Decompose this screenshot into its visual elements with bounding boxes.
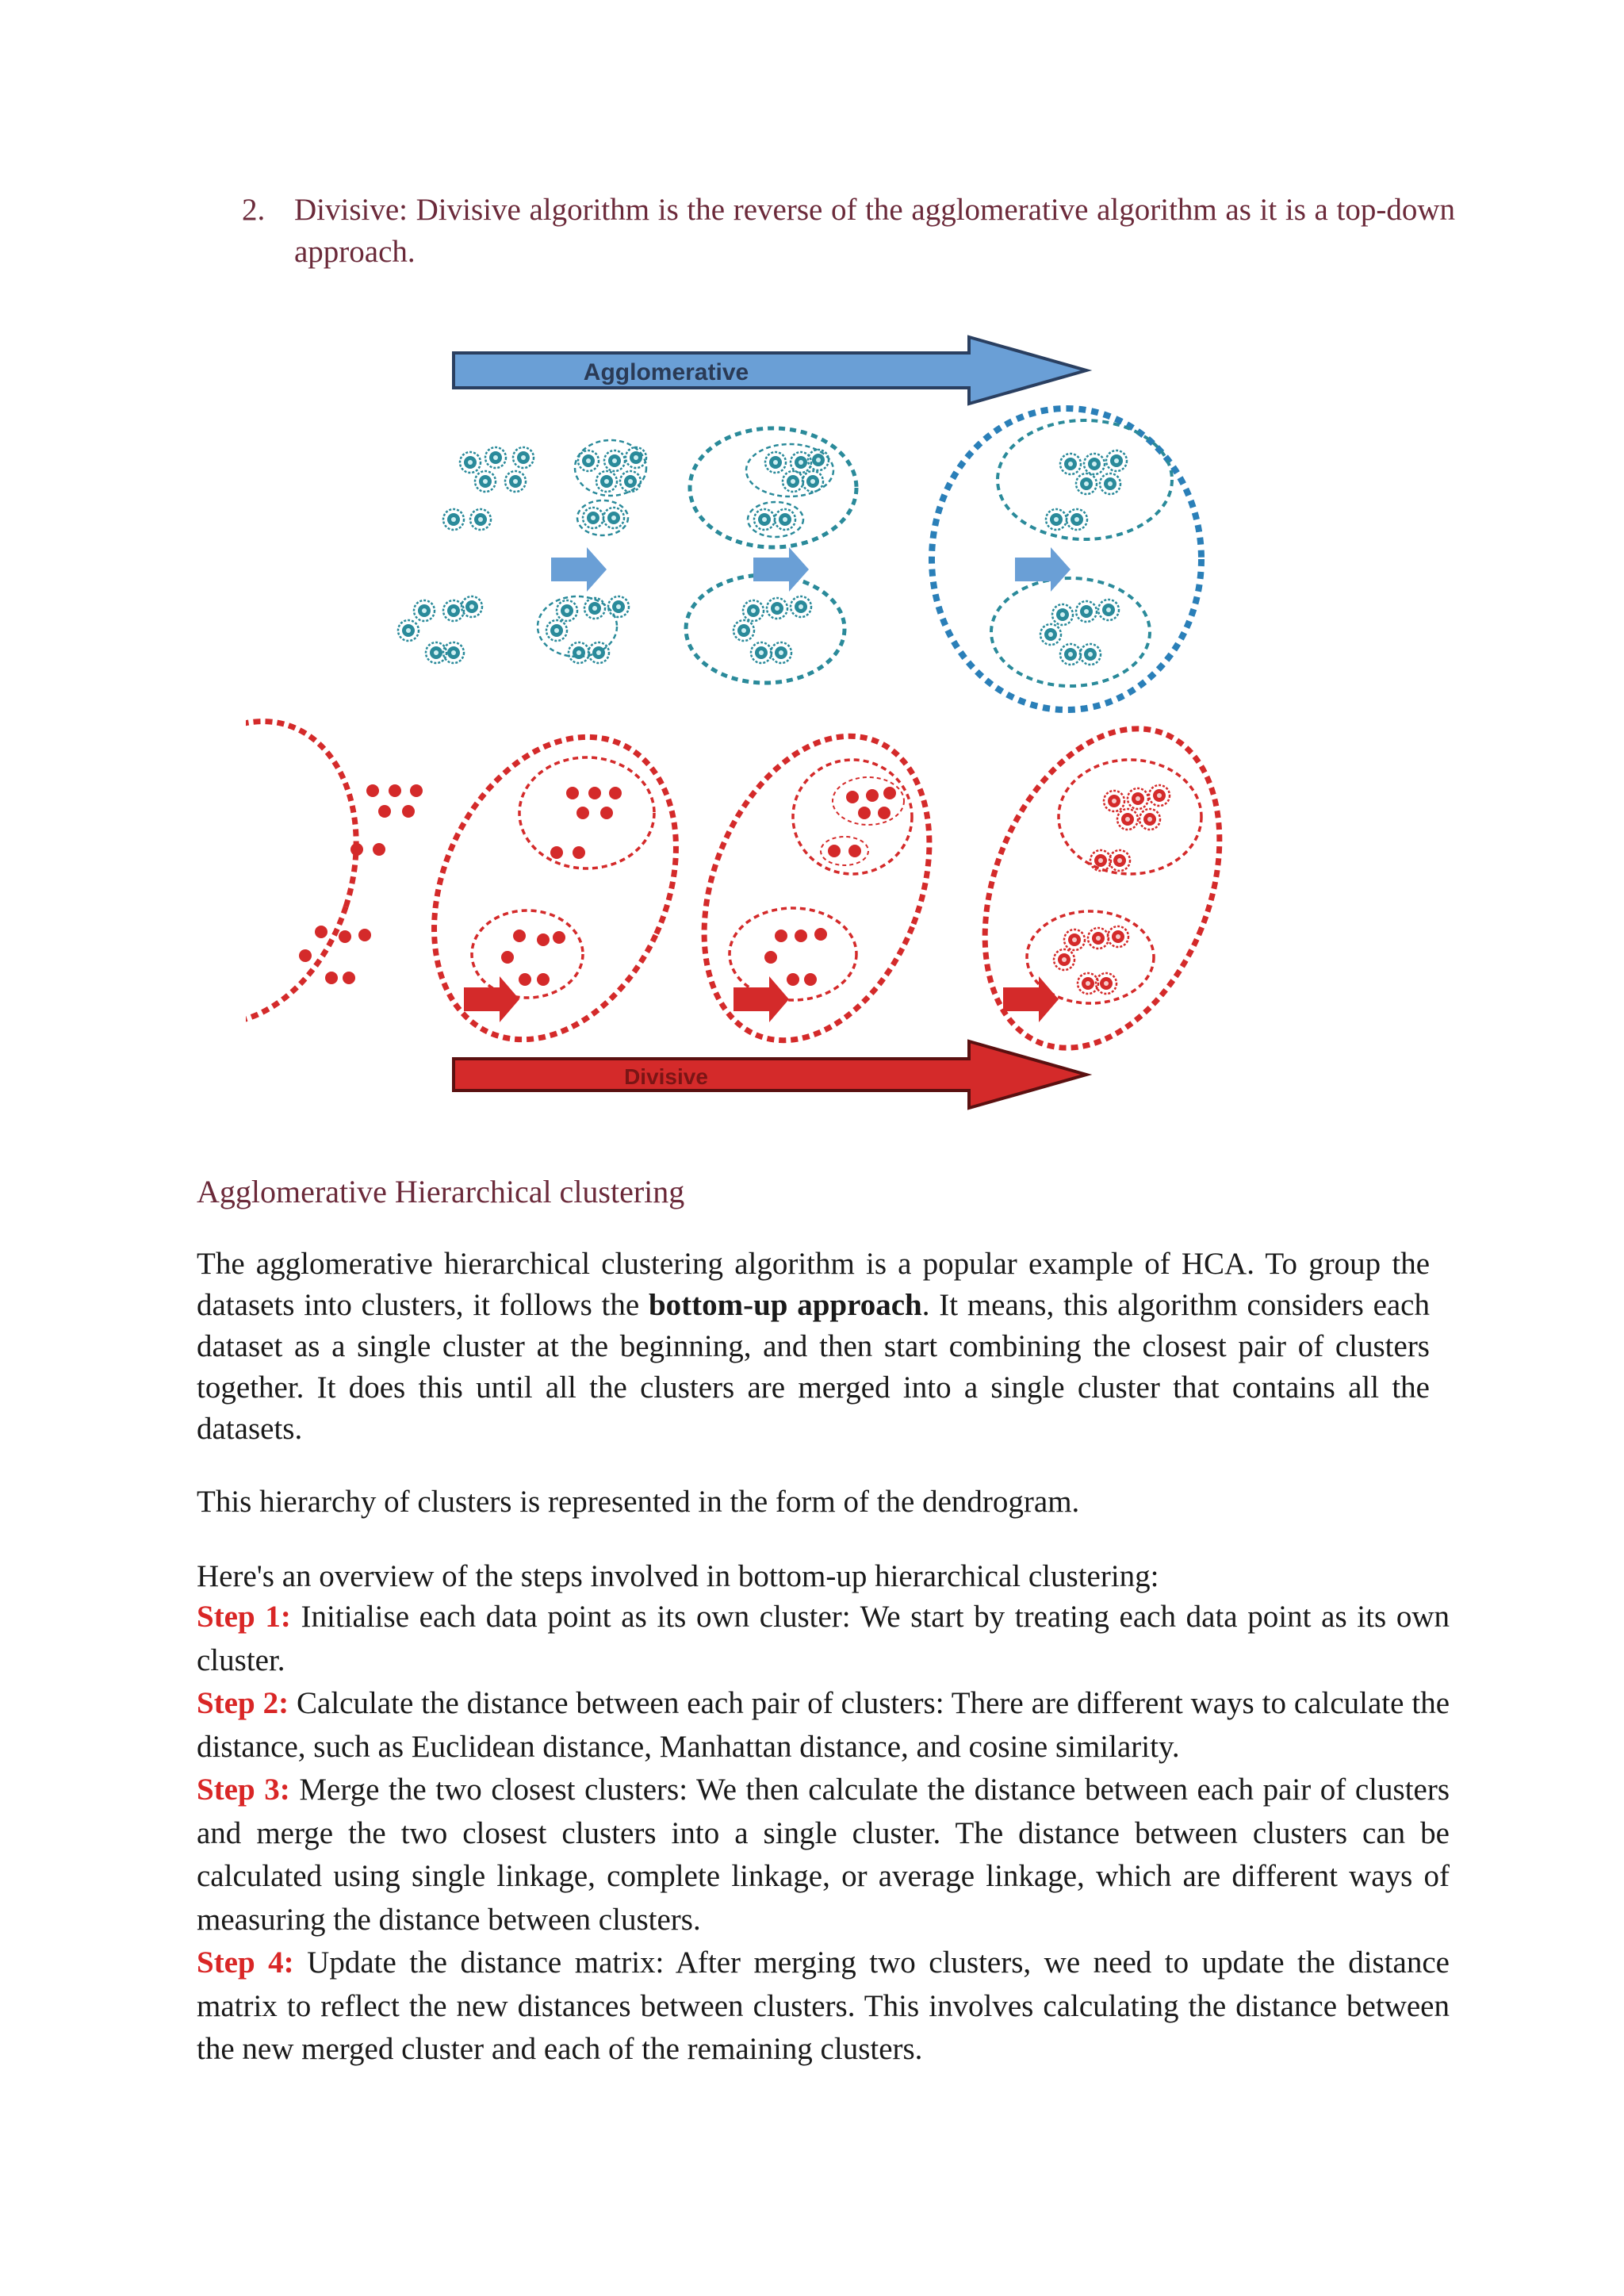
step-1: [197, 1596, 1450, 1682]
agglomerative-arrow: [454, 337, 1086, 404]
divisive-stage-1: [246, 691, 423, 1053]
step-text: Calculate the distance between each pair of clusters: There are different ways to calculate the distance, such as Euclidean distance, Manhattan distance, and cosine similarity.: [197, 1686, 1450, 1764]
intro-paragraph: [197, 1244, 1430, 1450]
divisive-stage-3: [662, 703, 972, 1074]
steps-intro: Here's an overview of the steps involved in bottom-up hierarchical clustering:: [197, 1559, 1159, 1593]
step-label: Step 1:: [197, 1600, 291, 1634]
step-label: Step 3:: [197, 1773, 290, 1807]
divisive-stage-4: [940, 694, 1264, 1083]
agglomerative-stage-1: [398, 447, 534, 663]
dendrogram-paragraph: This hierarchy of clusters is represented in the form of the dendrogram.: [197, 1485, 1080, 1519]
divisive-arrow: [454, 1041, 1086, 1108]
divisive-stage-2: [388, 698, 723, 1079]
divisive-label: Divisive: [624, 1064, 708, 1089]
list-text: Divisive: Divisive algorithm is the reverse of the agglomerative algorithm as it is a top-down approach.: [294, 193, 1455, 269]
divisive-step-arrows: [464, 976, 1059, 1022]
hierarchical-clustering-figure: [246, 305, 1411, 1138]
step-label: Step 4:: [197, 1945, 294, 1980]
section-heading: Agglomerative Hierarchical clustering: [197, 1174, 685, 1209]
agglomerative-step-arrows: [551, 547, 1071, 592]
step-text: Merge the two closest clusters: We then calculate the distance between each pair of clusters and merge the two closest clusters into a single cluster. The distance between clusters can be calculated using single linkage, complete linkage, or average linkage, which are different ways of measuring the distance between clusters.: [197, 1773, 1450, 1937]
step-text: Update the distance matrix: After merging two clusters, we need to update the distance matrix to reflect the new distances between clusters. This involves calculating the distance between the new merged cluster and each of the remaining clusters.: [197, 1945, 1450, 2066]
intro-text-before: The agglomerative hierarchical clustering algorithm is a popular example of HCA. To group the datasets into clusters, it follows the: [197, 1247, 1430, 1322]
agglomerative-label: Agglomerative: [583, 359, 749, 385]
steps-list: [197, 1596, 1450, 2072]
step-4: [197, 1941, 1450, 2072]
step-text: Initialise each data point as its own cluster: We start by treating each data point as its own cluster.: [197, 1600, 1450, 1677]
agglomerative-stage-3: [686, 428, 856, 683]
list-number: 2.: [242, 193, 266, 227]
agglomerative-stage-2: [538, 440, 646, 663]
intro-text-after: . It means, this algorithm considers each dataset as a single cluster at the beginning, and then start combining the closest pair of clusters together. It does this until all the clusters are merged into a single cluster that contains all the datasets.: [197, 1288, 1430, 1446]
bottom-up-emphasis: bottom-up approach: [648, 1288, 922, 1322]
step-2: [197, 1682, 1450, 1769]
step-label: Step 2:: [197, 1686, 289, 1720]
step-3: [197, 1769, 1450, 1941]
agglomerative-stage-4: [932, 408, 1201, 710]
